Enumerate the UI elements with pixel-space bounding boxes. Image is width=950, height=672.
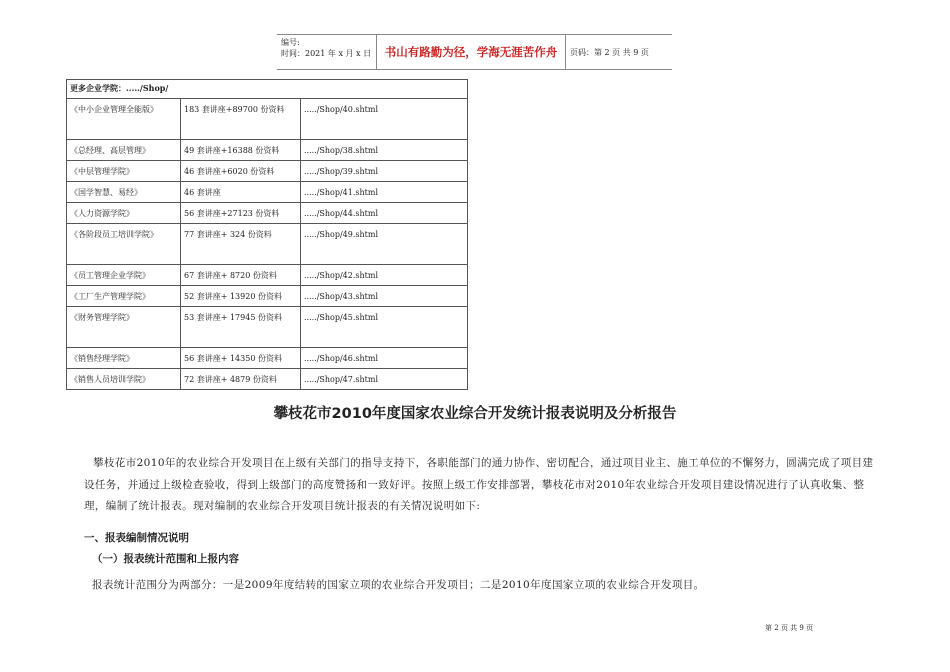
table-cell-content: 56 套讲座+27123 份资料: [181, 203, 301, 223]
table-cell-link[interactable]: ...../Shop/40.shtml: [304, 105, 379, 114]
table-row: [67, 99, 467, 140]
table-cell-name: 《总经理、高层管理》: [67, 140, 181, 160]
scope-paragraph: 报表统计范围分为两部分：一是2009年度结转的国家立项的农业综合开发项目；二是2010年度国家立项的农业综合开发项目。: [92, 579, 705, 591]
academy-table: [66, 79, 468, 390]
table-cell-link[interactable]: ...../Shop/46.shtml: [304, 354, 379, 363]
table-cell-name: 《销售经理学院》: [67, 348, 181, 368]
table-cell-link[interactable]: ...../Shop/43.shtml: [304, 292, 379, 301]
section-heading: 一、报表编制情况说明: [84, 532, 189, 544]
table-cell-link[interactable]: ...../Shop/47.shtml: [304, 375, 379, 384]
table-cell-link[interactable]: ...../Shop/39.shtml: [304, 167, 379, 176]
table-cell-link[interactable]: ...../Shop/41.shtml: [304, 188, 379, 197]
table-cell-content: 49 套讲座+16388 份资料: [181, 140, 301, 160]
header-motto: 书山有路勤为径，学海无涯苦作舟: [377, 35, 566, 69]
table-cell-name: 《员工管理企业学院》: [67, 265, 181, 285]
page-header: [277, 34, 672, 70]
table-row: [67, 286, 467, 307]
page-footer: 第 2 页 共 9 页: [765, 624, 814, 632]
table-cell-content: 67 套讲座+ 8720 份资料: [181, 265, 301, 285]
table-cell-link[interactable]: ...../Shop/45.shtml: [304, 313, 379, 322]
table-row: [67, 369, 467, 389]
table-cell-content: 46 套讲座+6020 份资料: [181, 161, 301, 181]
table-cell-name: 《人力资源学院》: [67, 203, 181, 223]
subsection-heading: （一）报表统计范围和上报内容: [92, 553, 239, 565]
table-cell-name: 《中小企业管理全能版》: [67, 99, 181, 139]
table-row: [67, 182, 467, 203]
table-cell-link[interactable]: ...../Shop/49.shtml: [304, 230, 379, 239]
table-cell-link[interactable]: ...../Shop/44.shtml: [304, 209, 379, 218]
table-cell-name: 《各阶段员工培训学院》: [67, 224, 181, 264]
table-row: [67, 307, 467, 348]
table-cell-content: 46 套讲座: [181, 182, 301, 202]
table-cell-name: 《工厂生产管理学院》: [67, 286, 181, 306]
table-cell-content: 53 套讲座+ 17945 份资料: [181, 307, 301, 347]
table-heading: 更多企业学院：...../Shop/: [67, 80, 467, 99]
table-row: [67, 224, 467, 265]
table-cell-content: 56 套讲座+ 14350 份资料: [181, 348, 301, 368]
header-meta: [277, 35, 377, 69]
table-cell-content: 52 套讲座+ 13920 份资料: [181, 286, 301, 306]
table-row: [67, 348, 467, 369]
header-page-label: 页码：第 2 页 共 9 页: [570, 47, 649, 57]
intro-paragraph: [84, 453, 874, 518]
table-cell-name: 《国学智慧、易经》: [67, 182, 181, 202]
table-cell-name: 《财务管理学院》: [67, 307, 181, 347]
table-row: [67, 140, 467, 161]
table-cell-name: 《中层管理学院》: [67, 161, 181, 181]
table-cell-content: 77 套讲座+ 324 份资料: [181, 224, 301, 264]
table-cell-content: 183 套讲座+89700 份资料: [181, 99, 301, 139]
report-title: 攀枝花市2010年度国家农业综合开发统计报表说明及分析报告: [273, 406, 677, 422]
number-label: 编号:: [281, 38, 300, 47]
table-cell-link[interactable]: ...../Shop/42.shtml: [304, 271, 379, 280]
table-row: [67, 161, 467, 182]
table-cell-link[interactable]: ...../Shop/38.shtml: [304, 146, 379, 155]
table-row: [67, 203, 467, 224]
table-row: [67, 265, 467, 286]
table-cell-content: 72 套讲座+ 4879 份资料: [181, 369, 301, 389]
intro-text: 攀枝花市2010年的农业综合开发项目在上级有关部门的指导支持下，各职能部门的通力协作、密切配合，通过项目业主、施工单位的不懈努力，圆满完成了项目建设任务，并通过上级检查验收，得到上级部门的高度赞扬和一致好评。按照上级工作安排部署，攀枝花市对2010年农业综合开发项目建设情况进行了认真收集、整理，编制了统计报表。现对编制的农业综合开发项目统计报表的有关情况说明如下:: [84, 457, 874, 512]
time-label: 时间：2021 年 x 月 x 日: [281, 49, 372, 58]
table-cell-name: 《销售人员培训学院》: [67, 369, 181, 389]
